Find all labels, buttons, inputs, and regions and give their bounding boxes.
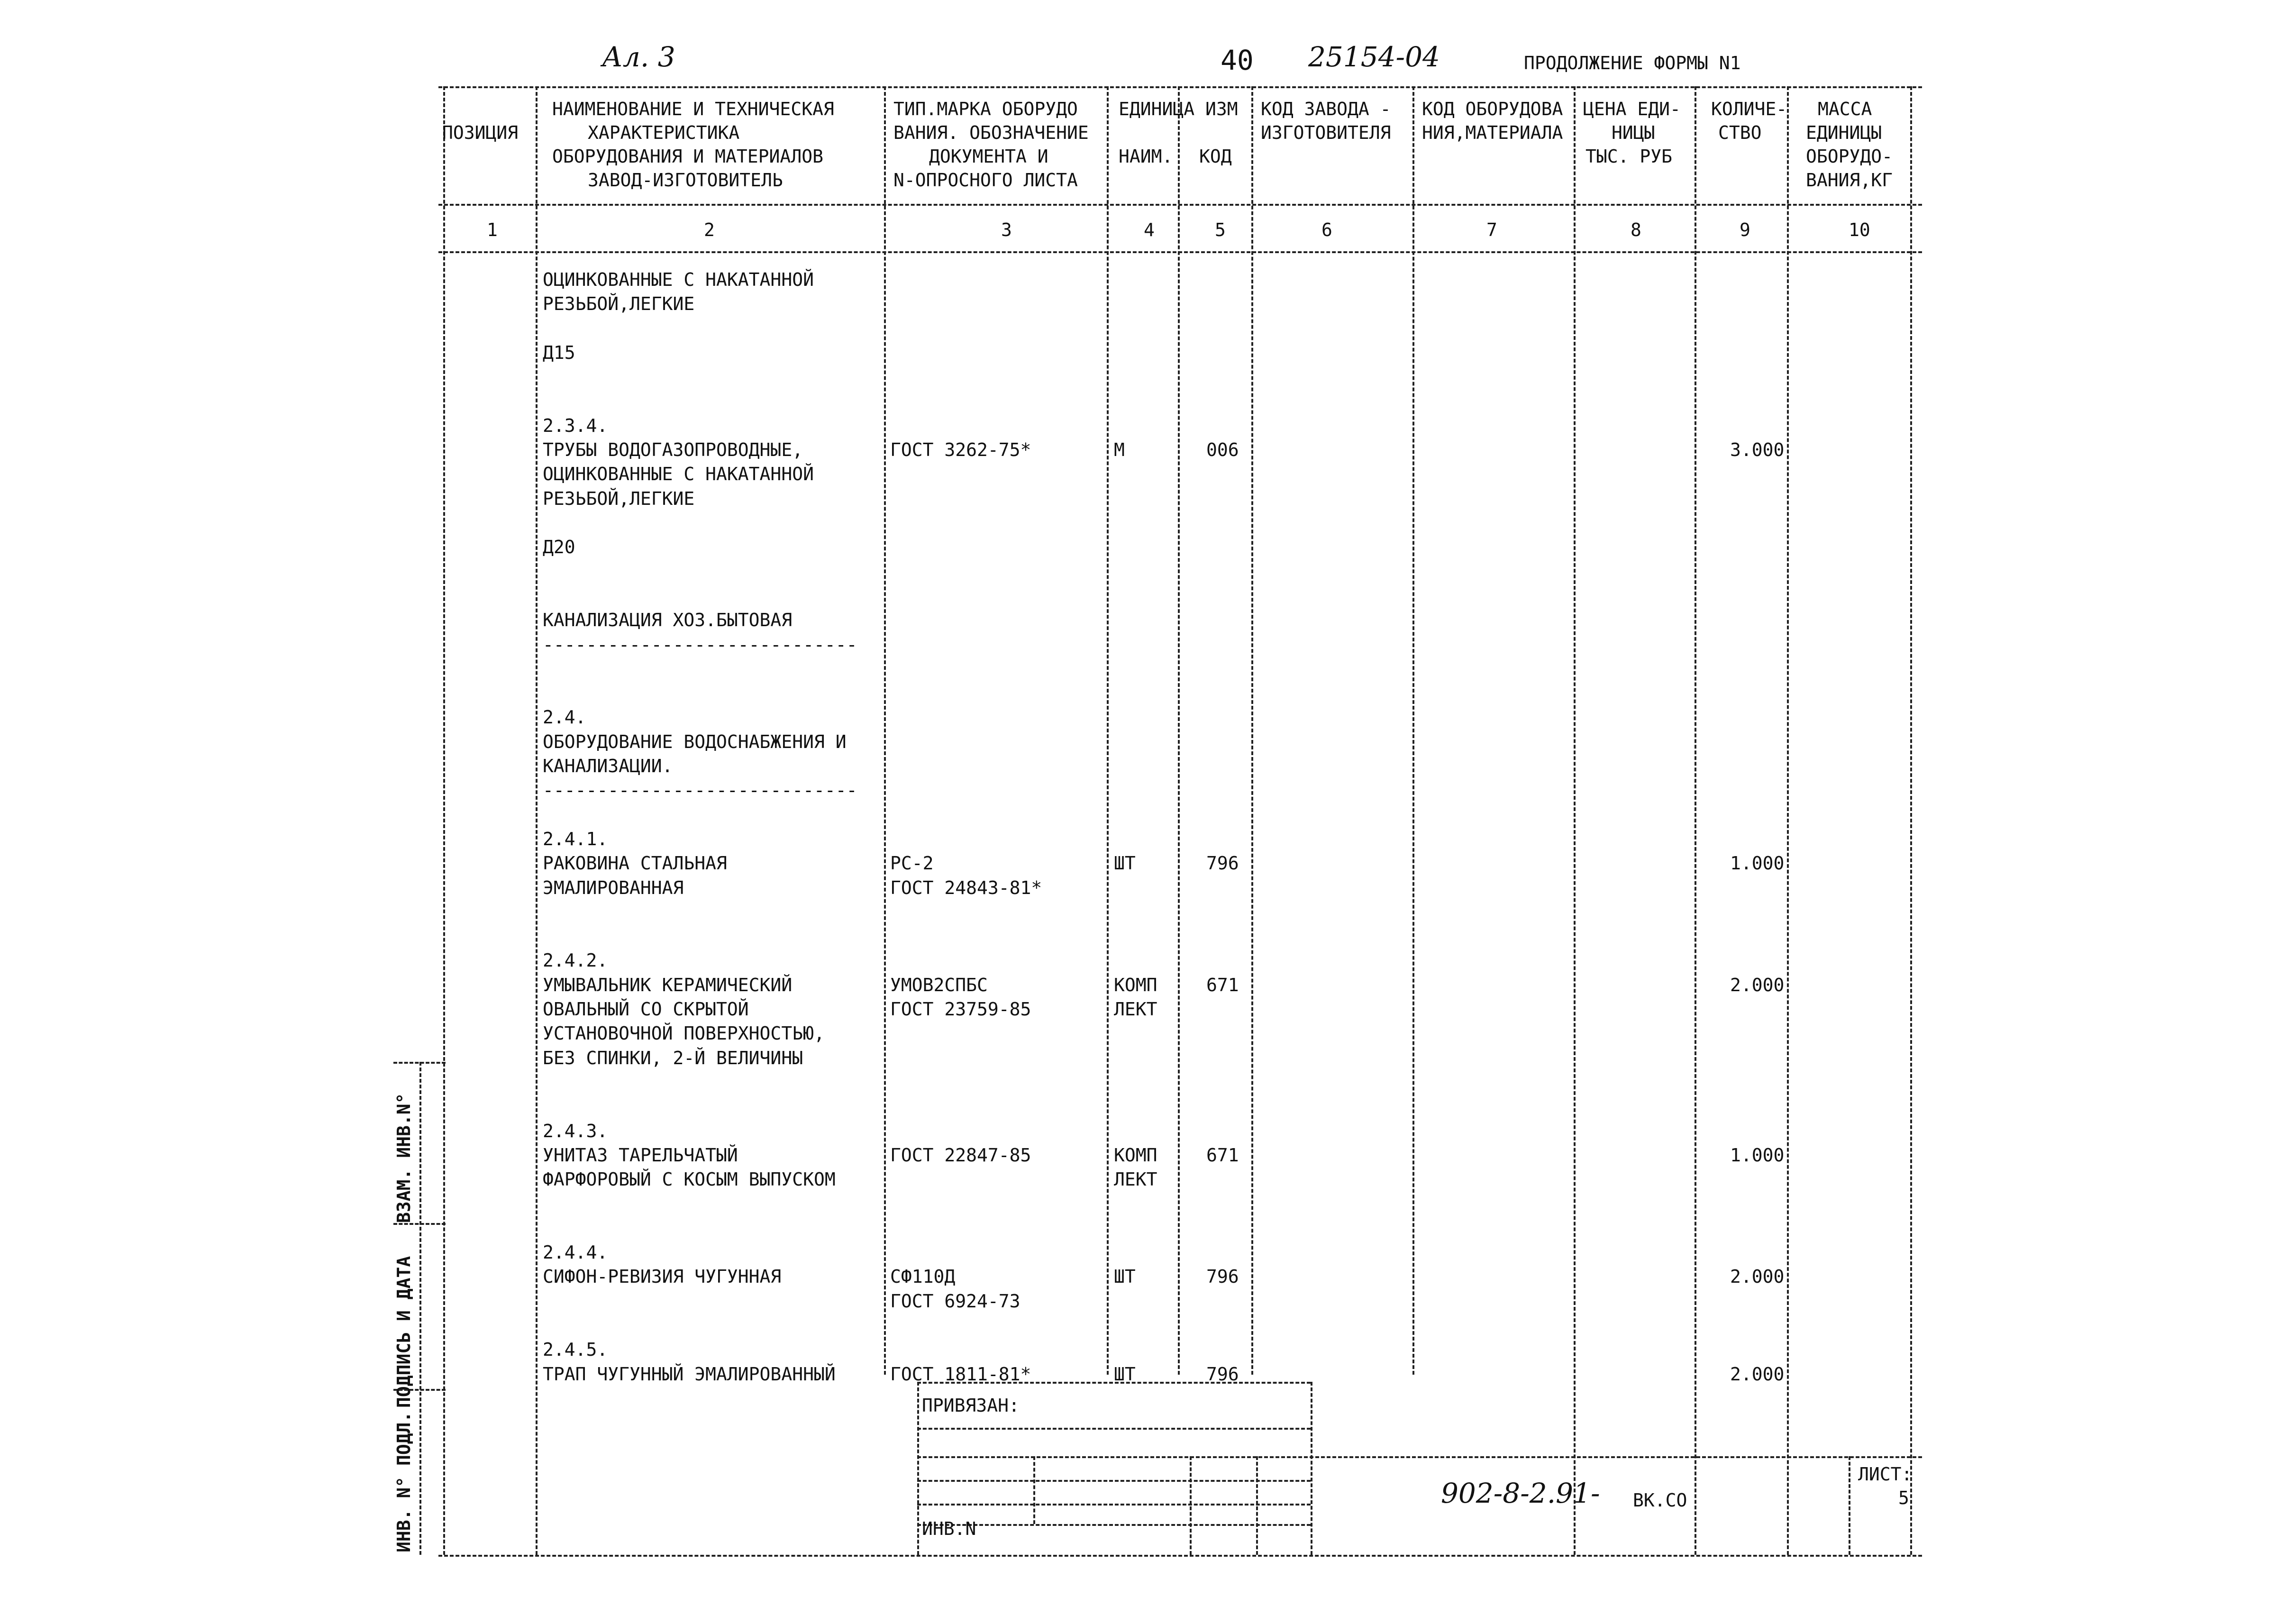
header-name-line: ХАРАКТЕРИСТИКА <box>588 122 740 143</box>
row-cell-c2: СИФОН-РЕВИЗИЯ ЧУГУННАЯ <box>543 1266 782 1287</box>
row-cell-c9: 3.000 <box>1730 439 1785 461</box>
row-cell-c2: БЕЗ СПИНКИ, 2-Й ВЕЛИЧИНЫ <box>543 1047 803 1068</box>
row-cell-c3: ГОСТ 24843-81* <box>890 877 1042 898</box>
stamp-rule <box>917 1504 1311 1506</box>
header-name-line: ЗАВОД-ИЗГОТОВИТЕЛЬ <box>588 170 783 191</box>
column-separator <box>536 86 538 1555</box>
header-equipment-code: КОД ОБОРУДОВА <box>1422 99 1563 119</box>
column-number: 3 <box>1001 219 1012 240</box>
row-cell-c9: 1.000 <box>1730 1144 1785 1166</box>
header-type-line: ТИП.МАРКА ОБОРУДО <box>893 99 1078 119</box>
row-cell-c2: 2.4.3. <box>543 1120 608 1141</box>
row-cell-c2: 2.3.4. <box>543 415 608 436</box>
header-price: ТЫС. РУБ <box>1585 146 1673 167</box>
column-separator <box>1107 86 1109 1375</box>
column-separator <box>884 86 886 1375</box>
row-cell-c3: СФ110Д <box>890 1266 956 1287</box>
side-vline <box>419 1062 421 1555</box>
row-cell-c5: 796 <box>1206 1266 1239 1287</box>
stamp-linked-label: ПРИВЯЗАН: <box>922 1395 1020 1416</box>
column-separator <box>1251 86 1253 1375</box>
column-separator <box>1412 86 1414 1375</box>
row-cell-c3: ГОСТ 22847-85 <box>890 1144 1031 1166</box>
handwritten-code: 25154-04 <box>1308 41 1440 73</box>
stamp-vline <box>917 1382 919 1555</box>
header-name-line: НАИМЕНОВАНИЕ И ТЕХНИЧЕСКАЯ <box>552 99 834 119</box>
row-cell-c5: 796 <box>1206 1363 1239 1385</box>
row-cell-c4: КОМП <box>1114 1144 1157 1166</box>
row-cell-c5: 671 <box>1206 1144 1239 1166</box>
stamp-vline <box>1033 1456 1035 1524</box>
stamp-rule <box>917 1480 1311 1482</box>
header-mass: ЕДИНИЦЫ <box>1806 122 1882 143</box>
row-cell-c2: ЭМАЛИРОВАННАЯ <box>543 877 684 898</box>
row-cell-c2: ТРУБЫ ВОДОГАЗОПРОВОДНЫЕ, <box>543 439 803 461</box>
doc-code-suffix: ВК.СО <box>1633 1490 1687 1511</box>
number-rule <box>438 251 1922 253</box>
header-position: ПОЗИЦИЯ <box>442 122 519 143</box>
row-cell-c2: ----------------------------- <box>543 634 857 655</box>
row-cell-c2: УМЫВАЛЬНИК КЕРАМИЧЕСКИЙ <box>543 974 793 995</box>
column-separator <box>1910 86 1912 1555</box>
stamp-vline <box>1256 1456 1258 1555</box>
column-number: 7 <box>1486 219 1497 240</box>
stamp-rule <box>917 1456 1922 1458</box>
column-separator <box>1574 86 1576 1555</box>
row-cell-c3: ГОСТ 6924-73 <box>890 1290 1020 1312</box>
row-cell-c5: 006 <box>1206 439 1239 461</box>
row-cell-c2: УНИТАЗ ТАРЕЛЬЧАТЫЙ <box>543 1144 738 1166</box>
sheet-label: ЛИСТ: <box>1858 1464 1913 1485</box>
row-cell-c3: ГОСТ 23759-85 <box>890 999 1031 1020</box>
stamp-rule <box>917 1524 1311 1526</box>
row-cell-c4: М <box>1114 439 1125 461</box>
row-cell-c2: ОЦИНКОВАННЫЕ С НАКАТАННОЙ <box>543 269 814 290</box>
doc-code-handwritten: 902-8-2.91- <box>1441 1477 1600 1509</box>
sheet-mark: Ал. 3 <box>602 41 675 73</box>
page-number: 40 <box>1221 44 1254 76</box>
row-cell-c2: КАНАЛИЗАЦИИ. <box>543 756 673 776</box>
row-cell-c2: Д15 <box>543 342 575 363</box>
column-separator <box>1178 86 1180 1375</box>
bottom-rule <box>438 1555 1922 1557</box>
row-cell-c5: 796 <box>1206 853 1239 874</box>
header-unit: ЕДИНИЦА ИЗМ <box>1119 99 1238 119</box>
row-cell-c5: 671 <box>1206 974 1239 995</box>
stamp-rule <box>917 1428 1311 1430</box>
side-rule <box>393 1223 446 1225</box>
column-number: 6 <box>1321 219 1332 240</box>
header-factory-code: КОД ЗАВОДА - <box>1261 99 1391 119</box>
row-cell-c2: РАКОВИНА СТАЛЬНАЯ <box>543 853 727 874</box>
column-number: 4 <box>1144 219 1155 240</box>
header-name-line: ОБОРУДОВАНИЯ И МАТЕРИАЛОВ <box>552 146 823 167</box>
header-mass: МАССА <box>1818 99 1872 119</box>
row-cell-c9: 2.000 <box>1730 1363 1785 1385</box>
row-cell-c9: 2.000 <box>1730 1266 1785 1287</box>
row-cell-c2: ----------------------------- <box>543 780 857 801</box>
header-rule <box>438 204 1922 206</box>
row-cell-c2: ОЦИНКОВАННЫЕ С НАКАТАННОЙ <box>543 464 814 485</box>
header-type-line: ДОКУМЕНТА И <box>929 146 1048 167</box>
top-rule <box>438 86 1922 88</box>
row-cell-c9: 1.000 <box>1730 853 1785 874</box>
header-price: ЦЕНА ЕДИ- <box>1583 99 1681 119</box>
header-equipment-code: НИЯ,МАТЕРИАЛА <box>1422 122 1563 143</box>
column-number: 9 <box>1740 219 1750 240</box>
row-cell-c4: КОМП <box>1114 974 1157 995</box>
header-type-line: N-ОПРОСНОГО ЛИСТА <box>893 170 1078 191</box>
stamp-vline <box>1190 1456 1192 1555</box>
side-replacement-inv: ВЗАМ. ИНВ.N° <box>393 1093 414 1223</box>
column-number: 5 <box>1215 219 1226 240</box>
row-cell-c2: КАНАЛИЗАЦИЯ ХОЗ.БЫТОВАЯ <box>543 610 793 631</box>
stamp-rule <box>917 1382 1311 1384</box>
column-number: 8 <box>1631 219 1641 240</box>
row-cell-c2: ОБОРУДОВАНИЕ ВОДОСНАБЖЕНИЯ И <box>543 731 847 752</box>
row-cell-c4: ШТ <box>1114 853 1136 874</box>
column-number: 2 <box>704 219 715 240</box>
header-mass: ОБОРУДО- <box>1806 146 1893 167</box>
row-cell-c3: РС-2 <box>890 853 934 874</box>
row-cell-c2: УСТАНОВОЧНОЙ ПОВЕРХНОСТЬЮ, <box>543 1023 825 1044</box>
row-cell-c2: ОВАЛЬНЫЙ СО СКРЫТОЙ <box>543 999 749 1020</box>
row-cell-c3: УМОВ2СПБС <box>890 974 988 995</box>
row-cell-c2: 2.4.4. <box>543 1242 608 1263</box>
column-separator <box>1695 86 1696 1555</box>
row-cell-c4: ШТ <box>1114 1363 1136 1385</box>
row-cell-c2: 2.4.1. <box>543 828 608 849</box>
side-rule <box>393 1062 446 1064</box>
row-cell-c9: 2.000 <box>1730 974 1785 995</box>
row-cell-c2: 2.4. <box>543 707 586 728</box>
column-number: 10 <box>1849 219 1870 240</box>
row-cell-c4: ЛЕКТ <box>1114 1169 1157 1190</box>
row-cell-c4: ЛЕКТ <box>1114 999 1157 1020</box>
header-price: НИЦЫ <box>1612 122 1655 143</box>
row-cell-c2: 2.4.2. <box>543 950 608 971</box>
column-number: 1 <box>487 219 498 240</box>
side-inv-original: ИНВ. N° ПОДЛ. <box>393 1411 414 1552</box>
row-cell-c2: ФАРФОРОВЫЙ С КОСЫМ ВЫПУСКОМ <box>543 1169 836 1190</box>
row-cell-c2: РЕЗЬБОЙ,ЛЕГКИЕ <box>543 488 695 509</box>
sheet-number: 5 <box>1898 1487 1909 1508</box>
header-quantity: СТВО <box>1718 122 1762 143</box>
stamp-vline <box>1311 1382 1312 1555</box>
header-type-line: ВАНИЯ. ОБОЗНАЧЕНИЕ <box>893 122 1089 143</box>
stamp-vline <box>1849 1456 1850 1555</box>
row-cell-c2: 2.4.5. <box>543 1339 608 1360</box>
header-mass: ВАНИЯ,КГ <box>1806 170 1893 191</box>
row-cell-c4: ШТ <box>1114 1266 1136 1287</box>
header-factory-code: ИЗГОТОВИТЕЛЯ <box>1261 122 1391 143</box>
side-stamp <box>393 1062 446 1555</box>
row-cell-c2: Д20 <box>543 537 575 558</box>
row-cell-c2: РЕЗЬБОЙ,ЛЕГКИЕ <box>543 293 695 315</box>
column-separator <box>1787 86 1789 1555</box>
stamp-inv-label: ИНВ.N <box>922 1518 976 1539</box>
header-quantity: КОЛИЧЕ- <box>1711 99 1787 119</box>
header-unit-name: НАИМ. <box>1119 146 1173 167</box>
row-cell-c3: ГОСТ 3262-75* <box>890 439 1031 461</box>
header-unit-code: КОД <box>1199 146 1232 167</box>
form-title: ПРОДОЛЖЕНИЕ ФОРМЫ N1 <box>1524 53 1741 73</box>
row-cell-c3: ГОСТ 1811-81* <box>890 1363 1031 1385</box>
side-rule <box>393 1389 446 1391</box>
side-signature-date: ПОДПИСЬ И ДАТА <box>393 1256 414 1408</box>
row-cell-c2: ТРАП ЧУГУННЫЙ ЭМАЛИРОВАННЫЙ <box>543 1363 836 1385</box>
